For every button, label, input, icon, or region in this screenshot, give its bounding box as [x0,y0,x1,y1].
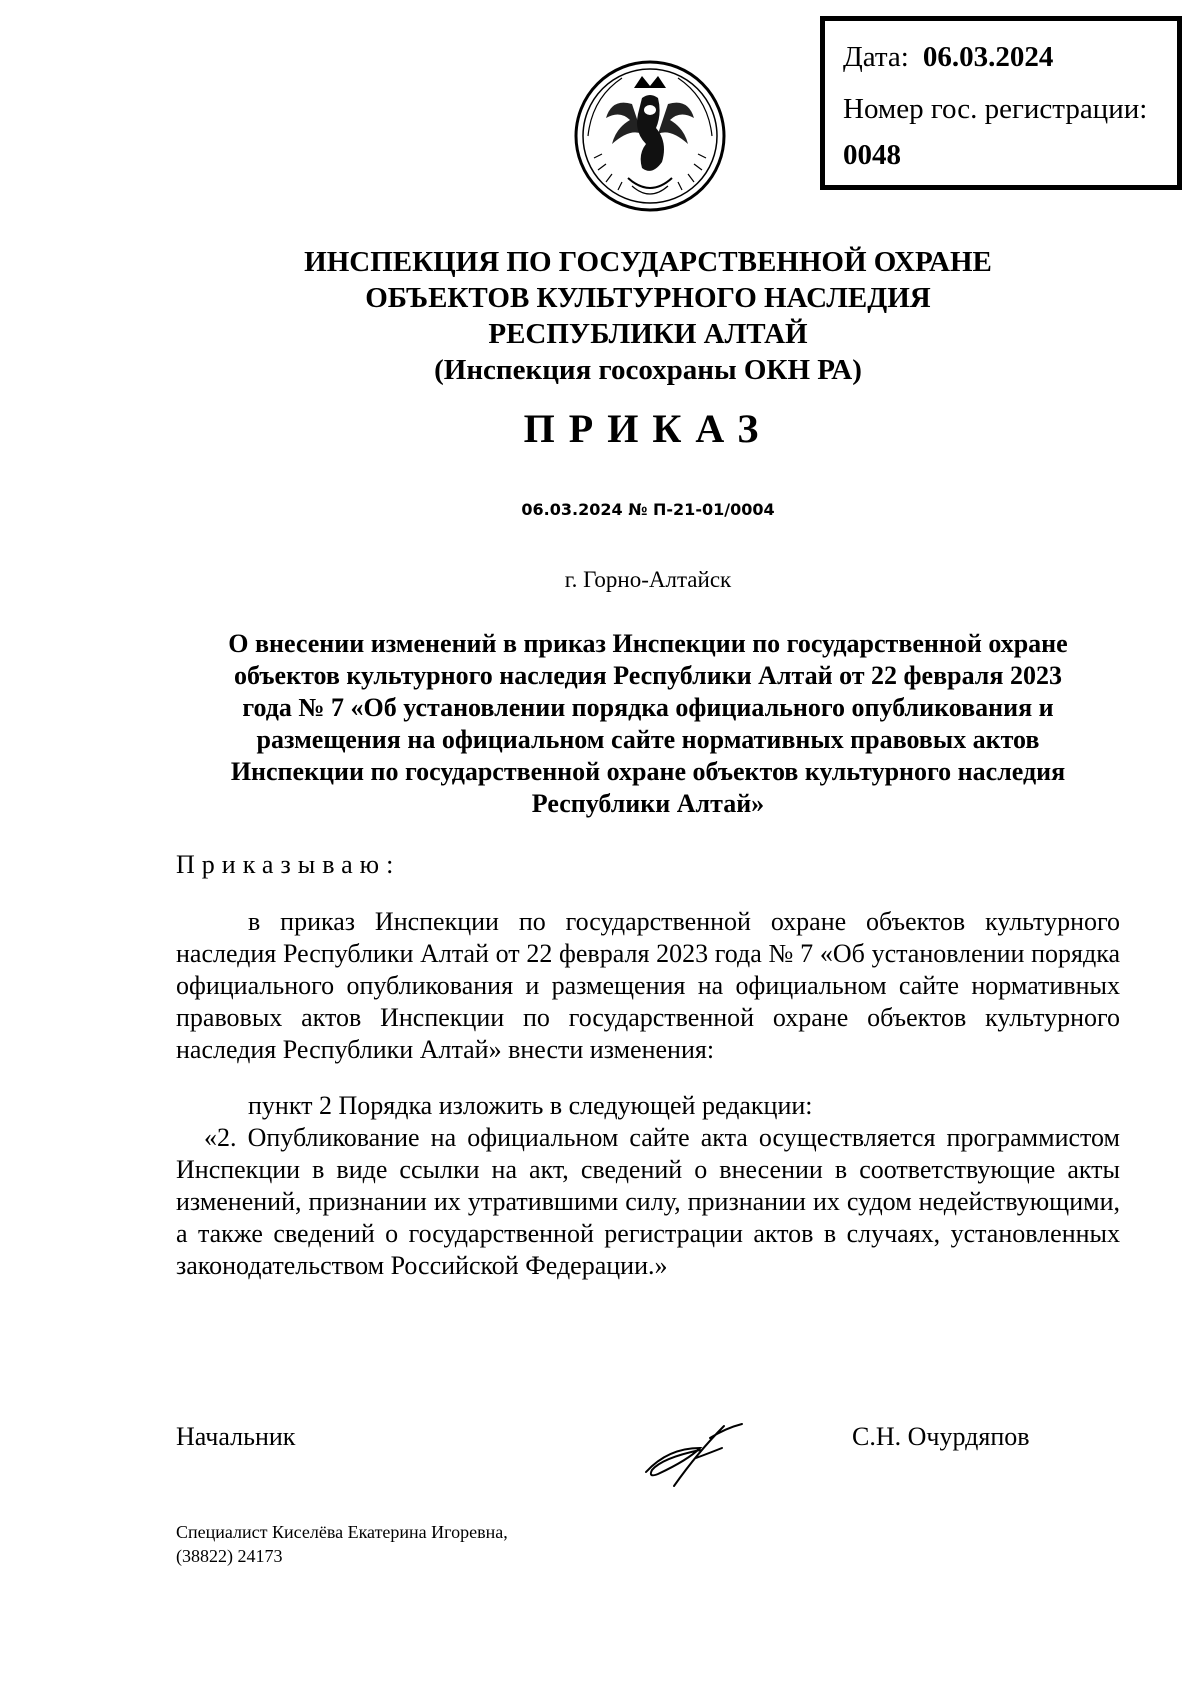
stamp-date-value: 06.03.2024 [922,41,1054,73]
contact-specialist: Специалист Киселёва Екатерина Игоревна, [176,1522,508,1542]
stamp-reg-label: Номер гос. регистрации: [843,93,1148,125]
decree-word: Приказываю: [176,850,401,879]
header-line: ИНСПЕКЦИЯ ПО ГОСУДАРСТВЕННОЙ ОХРАНЕ [304,246,992,278]
subject-line: объектов культурного наследия Республики Алтай от 22 февраля 2023 [234,661,1062,690]
header-short-name: (Инспекция госохраны ОКН РА) [434,354,862,386]
subject-line: Инспекции по государственной охране объектов культурного наследия [230,757,1066,786]
subject-line: года № 7 «Об установлении порядка официального опубликования и [242,693,1054,722]
body-paragraph-quote: «2. Опубликование на официальном сайте акта осуществляется программистом Инспекции в виде ссылки на акт, сведений о внесении в соответствующие акты изменений, признании их утратившими силу, признании их судом недействующими, а также сведений о государственной регистрации актов в случаях, установленных законодательством Российской Федерации.» [176,1123,1120,1280]
body-paragraph: пункт 2 Порядка изложить в следующей редакции: [248,1091,813,1120]
body-paragraph: в приказ Инспекции по государственной охране объектов культурного наследия Республики Алтай от 22 февраля 2023 года № 7 «Об установлении порядка официального опубликования и размещения на официальном сайте нормативных правовых актов Инспекции по государственной охране объектов культурного наследия Республики Алтай» внести изменения: [176,907,1120,1064]
subject-line: размещения на официальном сайте нормативных правовых актов [256,725,1040,754]
order-subject [176,628,1120,820]
republic-altai-coat-of-arms-icon [572,58,728,214]
header-line: РЕСПУБЛИКИ АЛТАЙ [488,318,808,350]
subject-line: Республики Алтай» [531,789,765,818]
registration-stamp [820,16,1182,190]
handwritten-signature-icon [638,1408,768,1488]
stamp-date-row [843,41,1053,74]
document-title: ПРИКАЗ [523,406,773,451]
stamp-date-label: Дата: [843,41,909,73]
signer-name: С.Н. Очурдяпов [852,1422,1030,1451]
contact-phone: (38822) 24173 [176,1546,283,1566]
stamp-reg-value: 0048 [843,139,901,171]
city: г. Горно-Алтайск [564,567,732,592]
header-line: ОБЪЕКТОВ КУЛЬТУРНОГО НАСЛЕДИЯ [365,282,931,314]
order-number: 06.03.2024 № П-21-01/0004 [521,500,775,519]
signer-position: Начальник [176,1422,296,1451]
contact-info [176,1520,508,1568]
subject-line: О внесении изменений в приказ Инспекции по государственной охране [228,629,1068,658]
organization-header [0,244,1200,388]
